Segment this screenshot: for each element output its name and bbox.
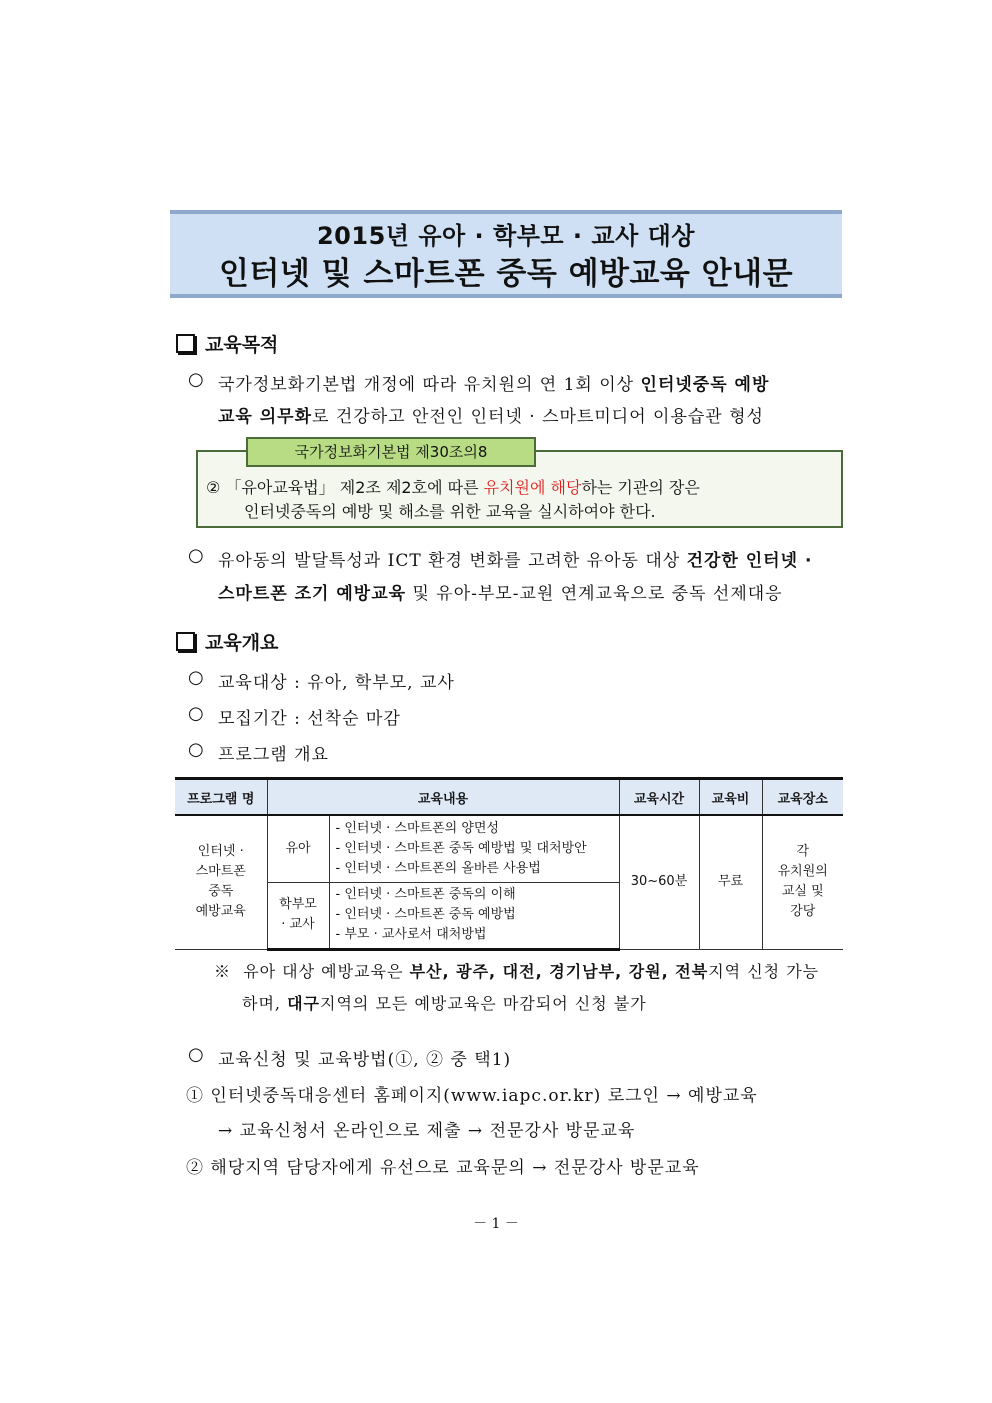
circle-bullet-icon: ○ — [188, 739, 204, 760]
circle-bullet-icon: ○ — [188, 1044, 204, 1065]
content-child-cell: - 인터넷 · 스마트폰의 양면성 - 인터넷 · 스마트폰 중독 예방법 및 대처방안 - 인터넷 · 스마트폰의 올바른 사용법 — [329, 815, 619, 882]
section-heading-overview: 교육개요 — [176, 628, 278, 655]
overview-item: 프로그램 개요 — [218, 745, 329, 765]
target-parent-teacher-cell: 학부모 · 교사 — [267, 882, 329, 949]
purpose-bullet-2-line-2: 스마트폰 조기 예방교육 및 유아-부모-교원 연계교육으로 중독 선제대응 — [218, 584, 783, 604]
note-line-1: ※ 유아 대상 예방교육은 부산, 광주, 대전, 경기남부, 강원, 전북지역 신청 가능 — [214, 962, 820, 981]
program-name-cell: 인터넷 · 스마트폰 중독 예방교육 — [175, 815, 267, 949]
circle-bullet-icon: ○ — [188, 703, 204, 724]
purpose-bullet-2-line-1: 유아동의 발달특성과 ICT 환경 변화를 고려한 유아동 대상 건강한 인터넷 · — [218, 551, 813, 571]
overview-item: 모집기간 : 선착순 마감 — [218, 709, 401, 729]
circle-bullet-icon: ○ — [188, 545, 204, 566]
law-text-line-2: 인터넷중독의 예방 및 해소를 위한 교육을 실시하여야 한다. — [244, 502, 656, 521]
apply-bullet: 교육신청 및 교육방법(①, ② 중 택1) — [218, 1050, 512, 1070]
header-fee: 교육비 — [699, 779, 762, 816]
checkbox-square-icon — [176, 632, 195, 651]
time-cell: 30~60분 — [619, 815, 699, 949]
apply-option-1-line-1: ① 인터넷중독대응센터 홈페이지(www.iapc.or.kr) 로그인 → 예방교육 — [186, 1086, 758, 1106]
section-heading-purpose: 교육목적 — [176, 330, 278, 357]
target-child-cell: 유아 — [267, 815, 329, 882]
page-number: － 1 － — [473, 1216, 519, 1232]
circle-bullet-icon: ○ — [188, 369, 204, 390]
reference-mark: ※ — [214, 962, 232, 981]
note-line-2: 하며, 대구지역의 모든 예방교육은 마감되어 신청 불가 — [242, 994, 647, 1013]
program-table — [175, 777, 843, 951]
table-row — [175, 815, 843, 882]
law-text-line-1: ② 「유아교육법」 제2조 제2호에 따른 유치원에 해당하는 기관의 장은 — [206, 478, 700, 497]
law-citation-tab: 국가정보화기본법 제30조의8 — [246, 437, 536, 467]
purpose-bullet-1-line-2: 교육 의무화로 건강하고 안전인 인터넷 · 스마트미디어 이용습관 형성 — [218, 407, 764, 427]
header-content: 교육내용 — [267, 779, 619, 816]
title-line-2: 인터넷 및 스마트폰 중독 예방교육 안내문 — [218, 256, 794, 292]
header-place: 교육장소 — [762, 779, 843, 816]
apply-option-1-line-2: → 교육신청서 온라인으로 제출 → 전문강사 방문교육 — [218, 1121, 636, 1141]
content-parent-teacher-cell: - 인터넷 · 스마트폰 중독의 이해 - 인터넷 · 스마트폰 중독 예방법 - 부모 · 교사로서 대처방법 — [329, 882, 619, 949]
table-header-row — [175, 779, 843, 816]
place-cell: 각 유치원의 교실 및 강당 — [762, 815, 843, 949]
purpose-bullet-1-line-1: 국가정보화기본법 개정에 따라 유치원의 연 1회 이상 인터넷중독 예방 — [218, 375, 770, 395]
apply-option-2: ② 해당지역 담당자에게 유선으로 교육문의 → 전문강사 방문교육 — [186, 1158, 700, 1178]
fee-cell: 무료 — [699, 815, 762, 949]
checkbox-square-icon — [176, 334, 195, 353]
title-line-1: 2015년 유아 · 학부모 · 교사 대상 — [316, 222, 695, 250]
header-program-name: 프로그램 명 — [175, 779, 267, 816]
header-time: 교육시간 — [619, 779, 699, 816]
overview-item: 교육대상 : 유아, 학부모, 교사 — [218, 673, 455, 693]
circle-bullet-icon: ○ — [188, 667, 204, 688]
